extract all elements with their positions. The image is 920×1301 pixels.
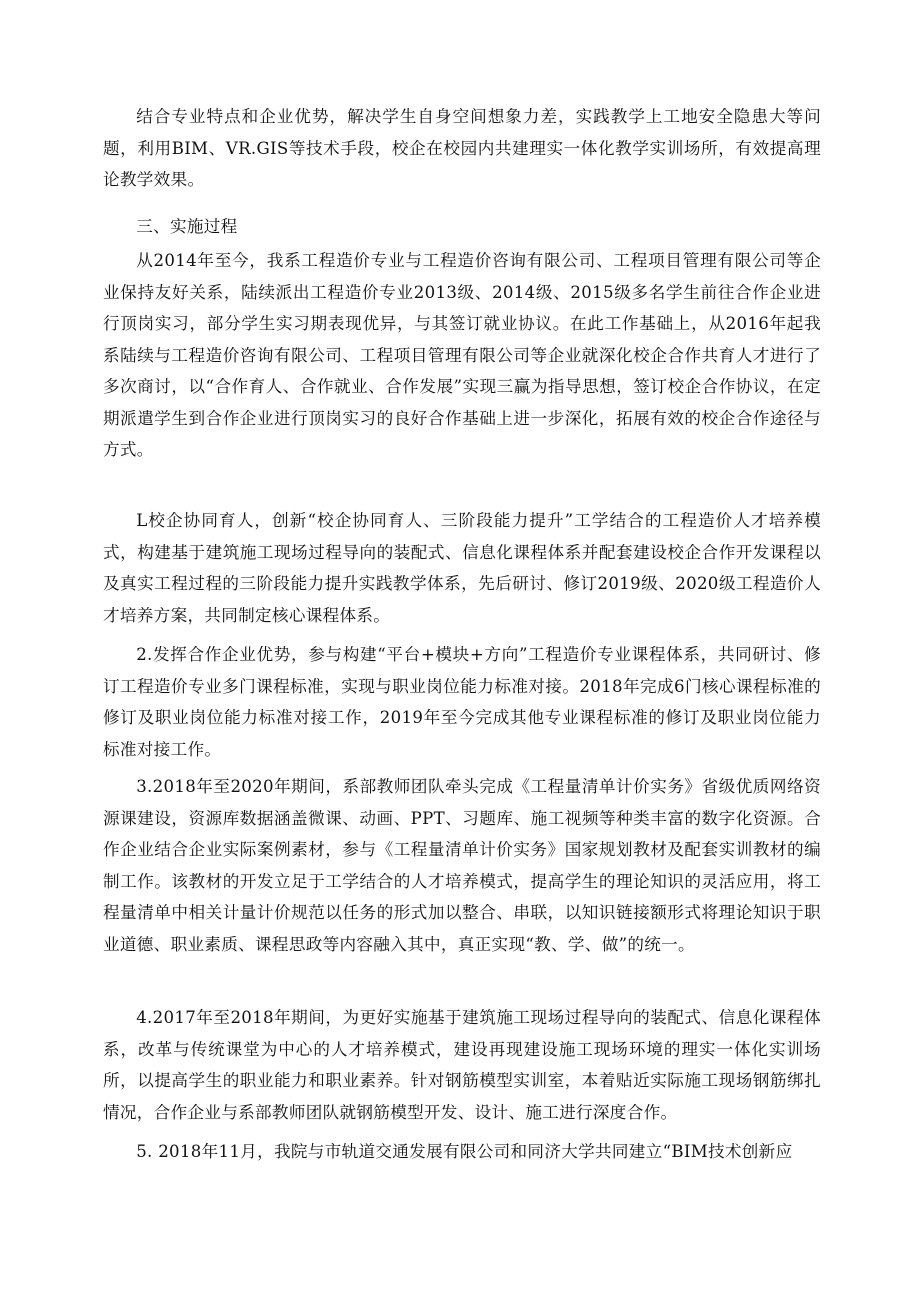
- paragraph-item-1: L校企协同育人，创新“校企协同育人、三阶段能力提升”工学结合的工程造价人才培养模式，构建基于建筑施工现场过程导向的装配式、信息化课程体系并配套建设校企合作开发课程以及真实工程过程的三阶段能力提升实践教学体系，先后研讨、修订2019级、2020级工程造价人才培养方案，共同制定核心课程体系。: [103, 511, 821, 625]
- section-heading-implementation: 三、实施过程: [136, 217, 238, 236]
- paragraph-item-2: 2.发挥合作企业优势，参与构建“平台+模块+方向”工程造价专业课程体系，共同研讨、修订工程造价专业多门课程标准，实现与职业岗位能力标准对接。2018年完成6门核心课程标准的修订及职业岗位能力标准对接工作，2019年至今完成其他专业课程标准的修订及职业岗位能力标准对接工作。: [103, 645, 821, 759]
- paragraph-item-3: 3.2018年至2020年期间，系部教师团队牵头完成《工程量清单计价实务》省级优质网络资源课建设，资源库数据涵盖微课、动画、PPT、习题库、施工视频等种类丰富的数字化资源。合作企业结合企业实际案例素材，参与《工程量清单计价实务》国家规划教材及配套实训教材的编制工作。该教材的开发立足于工学结合的人才培养模式，提高学生的理论知识的灵活应用，将工程量清单中相关计量计价规范以任务的形式加以整合、串联，以知识链接额形式将理论知识于职业道德、职业素质、课程思政等内容融入其中，真正实现“教、学、做”的统一。: [103, 777, 821, 954]
- paragraph-item-4: 4.2017年至2018年期间，为更好实施基于建筑施工现场过程导向的装配式、信息化课程体系，改革与传统课堂为中心的人才培养模式，建设再现建设施工现场环境的理实一体化实训场所，以提高学生的职业能力和职业素养。针对钢筋模型实训室，本着贴近实际施工现场钢筋绑扎情况，合作企业与系部教师团队就钢筋模型开发、设计、施工进行深度合作。: [103, 1008, 821, 1122]
- paragraph-intro: 结合专业特点和企业优势，解决学生自身空间想象力差，实践教学上工地安全隐患大等问题，利用BIM、VR.GIS等技术手段，校企在校园内共建理实一体化教学实训场所，有效提高理论教学效果。: [103, 107, 821, 189]
- paragraph-background: 从2014年至今，我系工程造价专业与工程造价咨询有限公司、工程项目管理有限公司等企业保持友好关系，陆续派出工程造价专业2013级、2014级、2015级多名学生前往合作企业进行顶岗实习，部分学生实习期表现优异，与其签订就业协议。在此工作基础上，从2016年起我系陆续与工程造价咨询有限公司、工程项目管理有限公司等企业就深化校企合作共育人才进行了多次商讨，以“合作育人、合作就业、合作发展”实现三赢为指导思想，签订校企合作协议，在定期派遣学生到合作企业进行顶岗实习的良好合作基础上进一步深化，拓展有效的校企合作途径与方式。: [103, 251, 821, 459]
- paragraph-item-5: 5. 2018年11月，我院与市轨道交通发展有限公司和同济大学共同建立“BIM技术创新应: [136, 1142, 793, 1161]
